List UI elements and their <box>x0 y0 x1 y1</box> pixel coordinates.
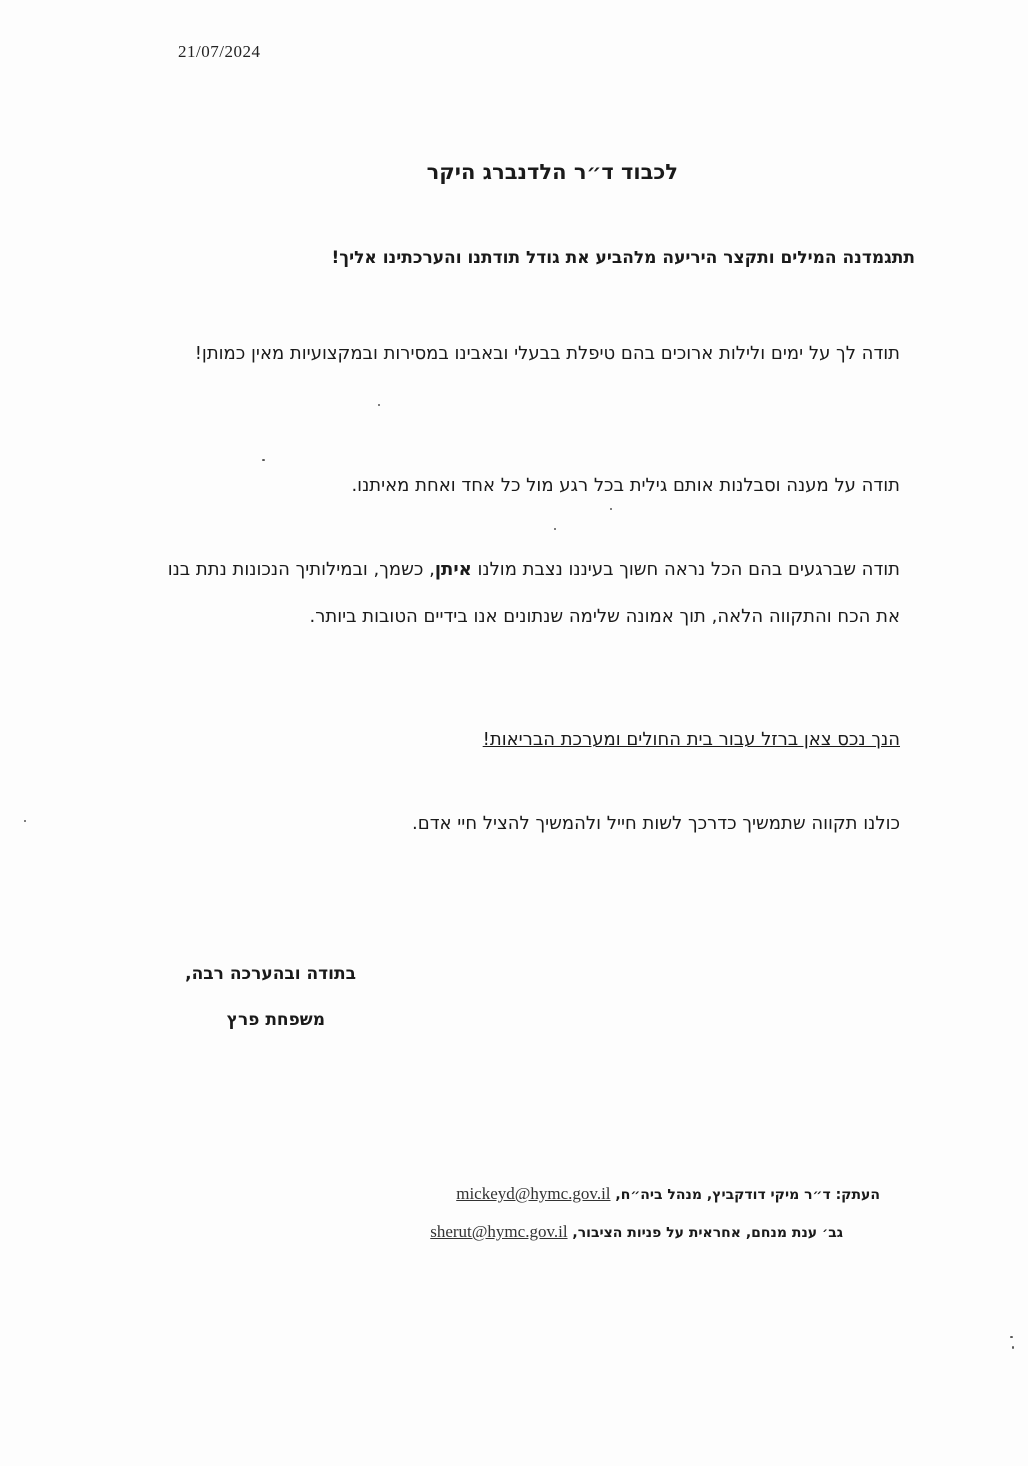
paragraph-4-underlined: הנך נכס צאן ברזל עבור בית החולים ומערכת הבריאות! <box>482 729 900 750</box>
paragraph-4 <box>160 716 900 763</box>
letter-date: 21/07/2024 <box>178 42 261 61</box>
closing-line: בתודה ובהערכה רבה, <box>185 964 356 984</box>
paragraph-3 <box>160 546 900 640</box>
scan-speck <box>378 404 380 406</box>
scan-speck <box>610 508 612 510</box>
cc-email-2-link[interactable]: sherut@hymc.gov.il <box>430 1222 568 1241</box>
signature: משפחת פרץ <box>226 1010 325 1030</box>
cc-line-1-text: העתק: ד״ר מיקי דודקביץ, מנהל ביה״ח, <box>615 1187 880 1203</box>
cc-line-1 <box>456 1184 880 1204</box>
letter-title: לכבוד ד״ר הלדנברג היקר <box>426 160 678 184</box>
paragraph-3-start: תודה שברגעים בהם הכל נראה חשוך בעיננו נצבת מולנו <box>471 559 900 580</box>
cc-line-2-text: גב׳ ענת מנחם, אחראית על פניות הציבור, <box>572 1225 843 1241</box>
paragraph-1: תודה לך על ימים ולילות ארוכים בהם טיפלת בבעלי ובאבינו במסירות ובמקצועיות מאין כמותן! <box>194 343 900 364</box>
scan-speck <box>1012 1346 1014 1349</box>
scan-speck <box>24 820 26 822</box>
paragraph-5: כולנו תקווה שתמשיך כדרכך לשות חייל ולהמשיך להציל חיי אדם. <box>412 813 900 834</box>
cc-email-1-link[interactable]: mickeyd@hymc.gov.il <box>456 1184 611 1203</box>
paragraph-3-end: , כשמך, ובמילותיך הנכונות נתת בנו את הכח והתקווה הלאה, תוך אמונה שלימה שנתונים אנו בידיים הטובות ביותר. <box>167 559 900 627</box>
cc-line-2 <box>430 1222 843 1242</box>
paragraph-3-name: איתן <box>434 559 472 580</box>
paragraph-2: תודה על מענה וסבלנות אותם גילית בכל רגע מול כל אחד ואחת מאיתנו. <box>351 475 900 496</box>
letter-intro: תתגמדנה המילים ותקצר היריעה מלהביע את גודל תודתנו והערכתינו אליך! <box>331 248 915 268</box>
scan-speck <box>1010 1336 1013 1338</box>
scan-speck <box>262 459 265 461</box>
scan-speck <box>554 528 556 530</box>
